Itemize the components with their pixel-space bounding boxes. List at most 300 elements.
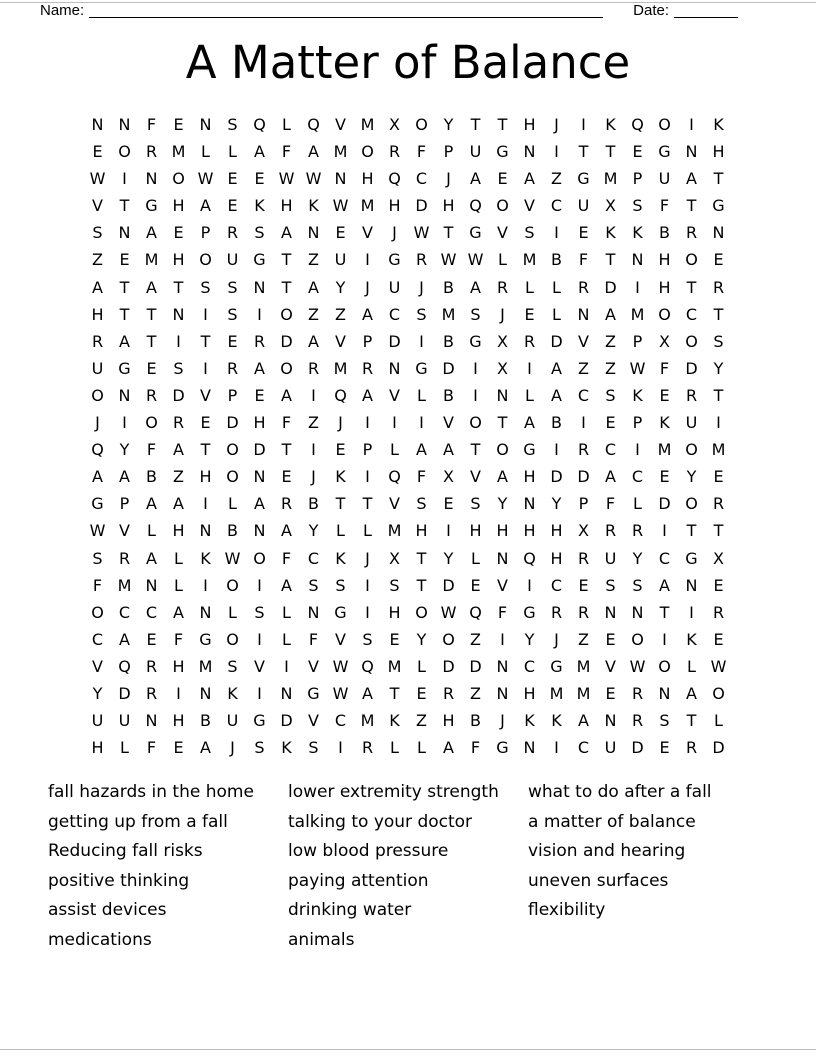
grid-letter: F bbox=[281, 413, 292, 433]
grid-letter: N bbox=[604, 602, 617, 622]
grid-letter: Y bbox=[308, 521, 319, 541]
grid-letter: W bbox=[332, 656, 349, 676]
grid-letter: Q bbox=[388, 467, 401, 487]
word-column bbox=[528, 778, 768, 955]
grid-letter: C bbox=[550, 575, 563, 595]
grid-letter: A bbox=[362, 304, 373, 324]
grid-letter: G bbox=[118, 358, 131, 378]
grid-row bbox=[84, 680, 732, 707]
grid-letter: G bbox=[415, 358, 428, 378]
grid-letter: A bbox=[497, 467, 508, 487]
name-blank-line bbox=[89, 4, 603, 18]
grid-letter: N bbox=[145, 711, 158, 731]
grid-letter: H bbox=[91, 738, 104, 758]
grid-letter: J bbox=[365, 277, 370, 297]
grid-letter: R bbox=[604, 521, 617, 541]
grid-letter: T bbox=[686, 711, 697, 731]
grid-letter: R bbox=[685, 223, 698, 243]
grid-letter: N bbox=[712, 223, 725, 243]
grid-letter: R bbox=[631, 521, 644, 541]
grid-letter: D bbox=[118, 683, 131, 703]
grid-letter: G bbox=[199, 629, 212, 649]
grid-letter: I bbox=[554, 738, 559, 758]
grid-row bbox=[84, 545, 732, 572]
grid-letter: I bbox=[635, 277, 640, 297]
grid-letter: A bbox=[686, 169, 697, 189]
grid-letter: D bbox=[631, 738, 644, 758]
grid-letter: X bbox=[497, 331, 508, 351]
word-list bbox=[48, 778, 788, 955]
grid-letter: S bbox=[632, 575, 643, 595]
grid-letter: U bbox=[658, 169, 671, 189]
grid-letter: I bbox=[365, 250, 370, 270]
grid-letter: G bbox=[253, 250, 266, 270]
grid-letter: R bbox=[523, 331, 536, 351]
grid-letter: B bbox=[443, 385, 454, 405]
grid-letter: L bbox=[714, 711, 723, 731]
grid-letter: G bbox=[469, 331, 482, 351]
grid-letter: H bbox=[658, 250, 671, 270]
grid-letter: U bbox=[469, 142, 482, 162]
grid-letter: C bbox=[577, 385, 590, 405]
grid-letter: A bbox=[470, 169, 481, 189]
grid-letter: T bbox=[443, 223, 454, 243]
grid-letter: T bbox=[200, 331, 211, 351]
grid-letter: J bbox=[365, 548, 370, 568]
grid-letter: A bbox=[686, 683, 697, 703]
grid-letter: V bbox=[362, 223, 373, 243]
grid-letter: R bbox=[550, 602, 563, 622]
grid-letter: K bbox=[281, 738, 292, 758]
grid-letter: J bbox=[500, 711, 505, 731]
grid-letter: A bbox=[362, 683, 373, 703]
grid-letter: A bbox=[281, 385, 292, 405]
grid-letter: U bbox=[334, 250, 347, 270]
grid-letter: T bbox=[605, 250, 616, 270]
grid-letter: B bbox=[470, 711, 481, 731]
grid-letter: S bbox=[605, 385, 616, 405]
grid-letter: E bbox=[632, 142, 643, 162]
grid-letter: N bbox=[253, 521, 266, 541]
grid-letter: A bbox=[524, 413, 535, 433]
grid-letter: L bbox=[201, 142, 210, 162]
grid-letter: G bbox=[496, 142, 509, 162]
grid-letter: B bbox=[146, 467, 157, 487]
grid-letter: N bbox=[658, 683, 671, 703]
grid-letter: E bbox=[227, 331, 238, 351]
word-item: talking to your doctor bbox=[288, 811, 473, 832]
grid-letter: S bbox=[92, 223, 103, 243]
grid-letter: A bbox=[443, 440, 454, 460]
grid-letter: V bbox=[308, 656, 319, 676]
grid-letter: F bbox=[281, 548, 292, 568]
grid-letter: D bbox=[280, 331, 293, 351]
grid-letter: R bbox=[118, 548, 131, 568]
grid-letter: R bbox=[280, 494, 293, 514]
grid-letter: H bbox=[253, 413, 266, 433]
grid-letter: U bbox=[577, 196, 590, 216]
grid-letter: O bbox=[91, 602, 104, 622]
grid-letter: H bbox=[496, 521, 509, 541]
grid-letter: Q bbox=[523, 548, 536, 568]
grid-letter: L bbox=[174, 548, 183, 568]
grid-letter: T bbox=[686, 277, 697, 297]
grid-letter: A bbox=[362, 385, 373, 405]
grid-letter: G bbox=[658, 142, 671, 162]
grid-letter: D bbox=[442, 358, 455, 378]
grid-row bbox=[84, 138, 732, 165]
grid-letter: S bbox=[632, 196, 643, 216]
grid-letter: W bbox=[332, 683, 349, 703]
grid-letter: I bbox=[122, 413, 127, 433]
word-item: paying attention bbox=[288, 870, 429, 891]
grid-letter: X bbox=[443, 467, 454, 487]
grid-letter: R bbox=[442, 683, 455, 703]
grid-letter: M bbox=[117, 575, 132, 595]
word-item: assist devices bbox=[48, 900, 167, 920]
grid-letter: S bbox=[227, 115, 238, 134]
grid-letter: K bbox=[308, 196, 319, 216]
grid-letter: T bbox=[119, 304, 130, 324]
grid-letter: U bbox=[226, 250, 239, 270]
grid-letter: R bbox=[91, 331, 104, 351]
word-column bbox=[288, 778, 528, 955]
grid-letter: A bbox=[173, 494, 184, 514]
grid-letter: V bbox=[497, 223, 508, 243]
grid-letter: N bbox=[334, 169, 347, 189]
grid-letter: W bbox=[224, 548, 241, 568]
grid-letter: T bbox=[686, 196, 697, 216]
grid-letter: Y bbox=[497, 494, 508, 514]
grid-letter: Z bbox=[308, 304, 319, 324]
grid-letter: B bbox=[308, 494, 319, 514]
grid-letter: W bbox=[305, 169, 322, 189]
grid-letter: H bbox=[550, 548, 563, 568]
grid-letter: R bbox=[145, 385, 158, 405]
grid-letter: D bbox=[388, 331, 401, 351]
grid-letter: N bbox=[199, 521, 212, 541]
grid-letter: T bbox=[146, 331, 157, 351]
grid-letter: S bbox=[227, 277, 238, 297]
grid-letter: A bbox=[470, 277, 481, 297]
grid-letter: C bbox=[550, 196, 563, 216]
grid-letter: S bbox=[254, 738, 265, 758]
grid-letter: I bbox=[662, 629, 667, 649]
grid-letter: O bbox=[685, 494, 698, 514]
grid-letter: Q bbox=[307, 115, 320, 134]
page-bottom-border bbox=[0, 1049, 816, 1050]
grid-letter: T bbox=[389, 683, 400, 703]
grid-letter: M bbox=[198, 656, 213, 676]
grid-letter: S bbox=[254, 223, 265, 243]
grid-letter: X bbox=[389, 548, 400, 568]
grid-letter: E bbox=[524, 304, 535, 324]
grid-letter: L bbox=[228, 494, 237, 514]
grid-letter: Y bbox=[335, 277, 346, 297]
grid-letter: G bbox=[550, 656, 563, 676]
grid-letter: P bbox=[443, 142, 454, 162]
grid-row bbox=[84, 734, 732, 761]
grid-letter: R bbox=[145, 683, 158, 703]
grid-letter: V bbox=[308, 711, 319, 731]
word-item: drinking water bbox=[288, 900, 412, 920]
grid-letter: Y bbox=[92, 683, 103, 703]
grid-letter: Z bbox=[416, 711, 427, 731]
grid-letter: N bbox=[91, 115, 104, 134]
grid-letter: Z bbox=[308, 413, 319, 433]
grid-letter: H bbox=[388, 602, 401, 622]
grid-letter: X bbox=[497, 358, 508, 378]
grid-letter: P bbox=[632, 331, 643, 351]
grid-letter: E bbox=[605, 683, 616, 703]
grid-letter: F bbox=[416, 467, 427, 487]
grid-letter: I bbox=[662, 521, 667, 541]
grid-letter: T bbox=[416, 548, 427, 568]
grid-letter: D bbox=[577, 467, 590, 487]
grid-letter: L bbox=[633, 494, 642, 514]
grid-letter: J bbox=[419, 277, 424, 297]
grid-letter: H bbox=[172, 521, 185, 541]
grid-letter: A bbox=[92, 277, 103, 297]
grid-row bbox=[84, 111, 732, 138]
grid-letter: I bbox=[527, 358, 532, 378]
grid-letter: W bbox=[278, 169, 295, 189]
grid-row bbox=[84, 436, 732, 463]
grid-letter: L bbox=[282, 115, 291, 134]
grid-letter: I bbox=[203, 304, 208, 324]
grid-letter: E bbox=[227, 196, 238, 216]
grid-letter: D bbox=[442, 656, 455, 676]
grid-letter: A bbox=[173, 602, 184, 622]
grid-letter: N bbox=[496, 683, 509, 703]
grid-letter: E bbox=[713, 575, 724, 595]
grid-letter: M bbox=[387, 521, 402, 541]
grid-letter: W bbox=[440, 250, 457, 270]
grid-letter: R bbox=[172, 413, 185, 433]
grid-letter: A bbox=[551, 358, 562, 378]
grid-letter: W bbox=[629, 358, 646, 378]
grid-letter: J bbox=[311, 467, 316, 487]
grid-letter: N bbox=[577, 304, 590, 324]
grid-letter: K bbox=[632, 385, 643, 405]
grid-letter: T bbox=[578, 142, 589, 162]
grid-letter: D bbox=[172, 385, 185, 405]
grid-letter: N bbox=[253, 467, 266, 487]
grid-letter: S bbox=[470, 304, 481, 324]
grid-letter: R bbox=[388, 142, 401, 162]
grid-letter: A bbox=[119, 331, 130, 351]
grid-letter: N bbox=[253, 277, 266, 297]
grid-letter: E bbox=[146, 358, 157, 378]
grid-row bbox=[84, 572, 732, 599]
grid-letter: O bbox=[253, 548, 266, 568]
grid-row bbox=[84, 328, 732, 355]
grid-letter: C bbox=[658, 548, 671, 568]
grid-letter: L bbox=[174, 575, 183, 595]
grid-letter: H bbox=[172, 711, 185, 731]
grid-letter: U bbox=[226, 711, 239, 731]
grid-letter: B bbox=[227, 521, 238, 541]
grid-letter: E bbox=[173, 115, 184, 134]
grid-letter: A bbox=[281, 223, 292, 243]
grid-letter: P bbox=[227, 385, 238, 405]
grid-letter: M bbox=[576, 656, 591, 676]
grid-letter: A bbox=[308, 331, 319, 351]
grid-letter: F bbox=[146, 115, 157, 134]
grid-letter: M bbox=[360, 196, 375, 216]
grid-letter: Z bbox=[578, 629, 589, 649]
grid-letter: I bbox=[203, 358, 208, 378]
grid-letter: O bbox=[172, 169, 185, 189]
grid-letter: F bbox=[578, 250, 589, 270]
grid-letter: E bbox=[92, 142, 103, 162]
grid-letter: V bbox=[119, 521, 130, 541]
grid-letter: A bbox=[254, 358, 265, 378]
grid-letter: Q bbox=[253, 115, 266, 134]
grid-letter: Q bbox=[361, 656, 374, 676]
grid-letter: Q bbox=[91, 440, 104, 460]
grid-letter: A bbox=[659, 575, 670, 595]
grid-letter: R bbox=[226, 223, 239, 243]
grid-row bbox=[84, 490, 732, 517]
grid-letter: I bbox=[365, 467, 370, 487]
word-item: getting up from a fall bbox=[48, 811, 228, 832]
grid-row bbox=[84, 219, 732, 246]
grid-letter: R bbox=[712, 494, 725, 514]
grid-letter: K bbox=[254, 196, 265, 216]
grid-letter: E bbox=[200, 413, 211, 433]
grid-letter: I bbox=[392, 413, 397, 433]
grid-letter: O bbox=[496, 440, 509, 460]
grid-letter: M bbox=[657, 440, 672, 460]
grid-letter: B bbox=[551, 250, 562, 270]
grid-letter: S bbox=[362, 629, 373, 649]
grid-letter: A bbox=[200, 196, 211, 216]
grid-letter: H bbox=[469, 521, 482, 541]
grid-letter: V bbox=[389, 385, 400, 405]
grid-letter: V bbox=[389, 494, 400, 514]
grid-letter: E bbox=[389, 629, 400, 649]
grid-letter: G bbox=[388, 250, 401, 270]
grid-letter: V bbox=[578, 331, 589, 351]
grid-letter: I bbox=[284, 656, 289, 676]
grid-letter: Z bbox=[470, 629, 481, 649]
grid-letter: G bbox=[253, 711, 266, 731]
grid-letter: D bbox=[604, 277, 617, 297]
word-item: uneven surfaces bbox=[528, 870, 669, 891]
grid-letter: B bbox=[443, 331, 454, 351]
grid-letter: I bbox=[365, 413, 370, 433]
grid-letter: K bbox=[389, 711, 400, 731]
grid-letter: H bbox=[199, 467, 212, 487]
word-item: animals bbox=[288, 929, 355, 950]
grid-letter: R bbox=[226, 358, 239, 378]
grid-letter: O bbox=[685, 331, 698, 351]
grid-letter: R bbox=[712, 602, 725, 622]
grid-letter: J bbox=[554, 115, 559, 134]
grid-letter: Y bbox=[524, 629, 535, 649]
grid-letter: A bbox=[254, 142, 265, 162]
grid-letter: S bbox=[200, 277, 211, 297]
grid-letter: N bbox=[118, 115, 131, 134]
grid-letter: N bbox=[523, 142, 536, 162]
grid-row bbox=[84, 382, 732, 409]
grid-letter: Z bbox=[92, 250, 103, 270]
grid-letter: S bbox=[416, 304, 427, 324]
grid-letter: E bbox=[659, 738, 670, 758]
grid-letter: H bbox=[172, 250, 185, 270]
grid-letter: E bbox=[578, 223, 589, 243]
grid-letter: O bbox=[415, 602, 428, 622]
grid-letter: I bbox=[257, 629, 262, 649]
grid-letter: H bbox=[442, 711, 455, 731]
grid-letter: M bbox=[144, 250, 159, 270]
grid-letter: O bbox=[118, 142, 131, 162]
grid-letter: I bbox=[257, 575, 262, 595]
grid-letter: O bbox=[226, 440, 239, 460]
grid-letter: Q bbox=[118, 656, 131, 676]
grid-letter: S bbox=[713, 331, 724, 351]
grid-letter: F bbox=[146, 440, 157, 460]
grid-letter: O bbox=[226, 629, 239, 649]
grid-letter: O bbox=[145, 413, 158, 433]
grid-letter: H bbox=[658, 277, 671, 297]
grid-letter: P bbox=[362, 331, 373, 351]
grid-letter: V bbox=[470, 467, 481, 487]
grid-letter: C bbox=[415, 169, 428, 189]
grid-letter: N bbox=[172, 304, 185, 324]
grid-letter: V bbox=[335, 115, 346, 134]
grid-letter: T bbox=[713, 169, 724, 189]
grid-letter: R bbox=[577, 602, 590, 622]
grid-letter: E bbox=[173, 223, 184, 243]
grid-row bbox=[84, 274, 732, 301]
grid-letter: H bbox=[361, 169, 374, 189]
grid-letter: H bbox=[523, 467, 536, 487]
grid-letter: G bbox=[523, 602, 536, 622]
grid-letter: Z bbox=[605, 331, 616, 351]
grid-letter: E bbox=[119, 250, 130, 270]
grid-letter: R bbox=[145, 142, 158, 162]
grid-letter: N bbox=[280, 683, 293, 703]
grid-letter: I bbox=[311, 385, 316, 405]
grid-letter: N bbox=[199, 115, 212, 134]
grid-letter: Z bbox=[578, 358, 589, 378]
grid-letter: L bbox=[282, 602, 291, 622]
grid-letter: U bbox=[604, 738, 617, 758]
grid-letter: M bbox=[549, 683, 564, 703]
grid-letter: T bbox=[119, 196, 130, 216]
grid-letter: F bbox=[416, 142, 427, 162]
grid-letter: R bbox=[145, 656, 158, 676]
grid-letter: P bbox=[362, 440, 373, 460]
grid-letter: S bbox=[227, 656, 238, 676]
grid-letter: Z bbox=[173, 467, 184, 487]
grid-letter: R bbox=[685, 738, 698, 758]
grid-letter: G bbox=[577, 169, 590, 189]
grid-letter: P bbox=[632, 413, 643, 433]
grid-letter: C bbox=[685, 304, 698, 324]
grid-letter: L bbox=[228, 142, 237, 162]
grid-letter: T bbox=[713, 385, 724, 405]
grid-letter: R bbox=[631, 711, 644, 731]
grid-letter: P bbox=[632, 169, 643, 189]
grid-letter: A bbox=[416, 440, 427, 460]
grid-letter: E bbox=[713, 629, 724, 649]
grid-letter: B bbox=[200, 711, 211, 731]
grid-letter: N bbox=[523, 494, 536, 514]
grid-letter: A bbox=[146, 277, 157, 297]
